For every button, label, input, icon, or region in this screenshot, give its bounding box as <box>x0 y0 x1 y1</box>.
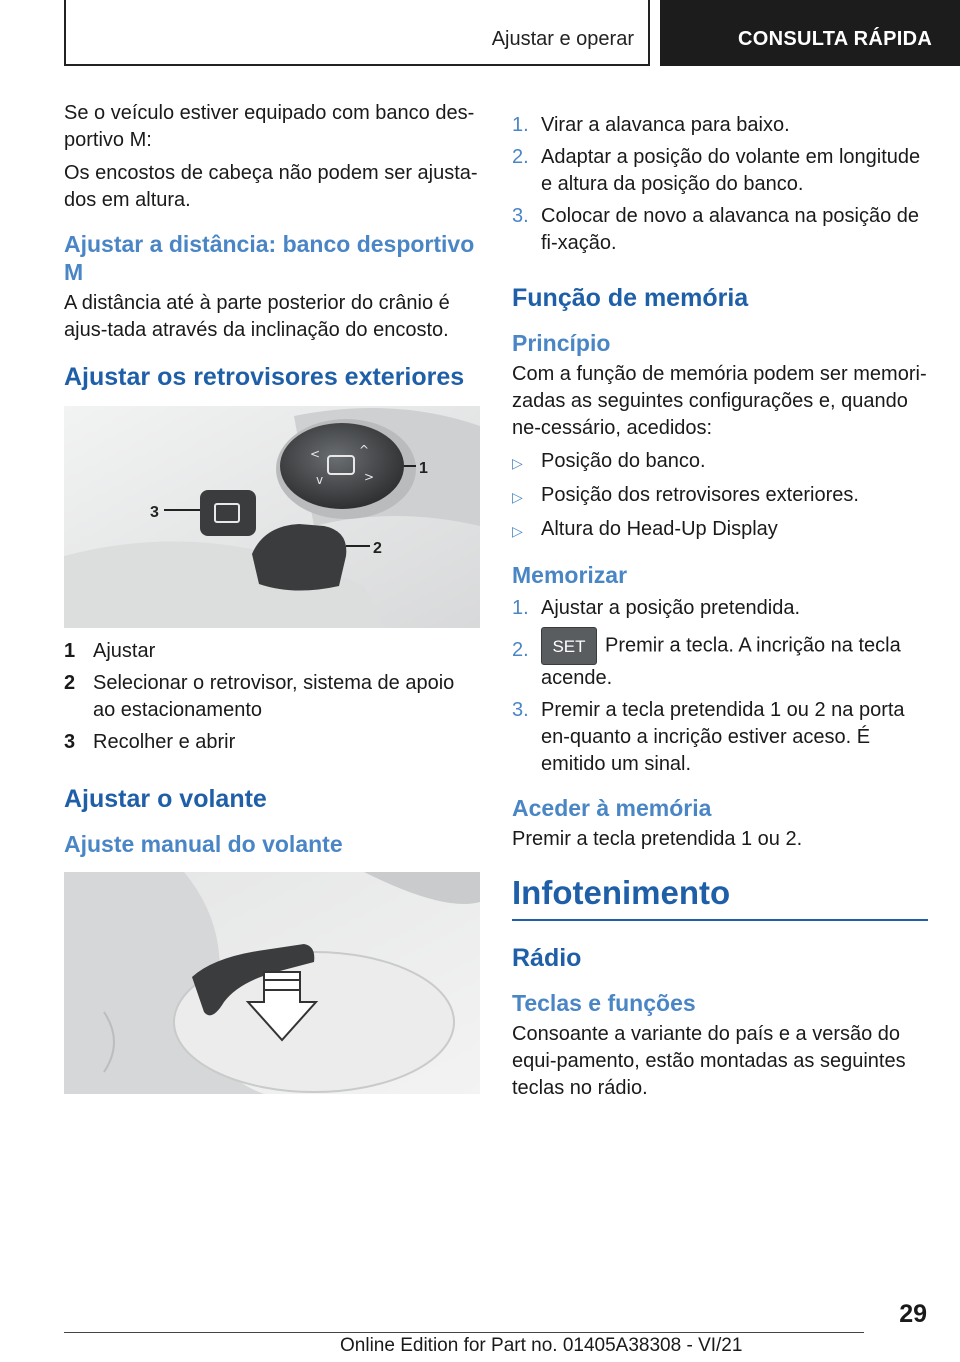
svg-text:v: v <box>316 473 324 487</box>
callout-2: 2 <box>373 540 382 557</box>
step-text: Ajustar a posição pretendida. <box>541 597 801 619</box>
list-item <box>512 448 928 477</box>
step-number: 1. <box>512 114 529 136</box>
list-item <box>512 112 928 139</box>
left-column <box>64 100 480 1104</box>
paragraph-keys: Consoante a variante do país e a versão do equi-pamento, estão montadas as seguintes teclas no rádio. <box>512 1023 906 1099</box>
store-steps <box>512 595 928 778</box>
list-item <box>512 482 928 511</box>
callout-3: 3 <box>150 504 159 521</box>
legend-item <box>64 638 480 665</box>
step-number: 2. <box>512 146 529 168</box>
heading-keys-functions: Teclas e funções <box>512 990 696 1016</box>
svg-text:>: > <box>364 470 375 484</box>
set-key-icon: SET <box>541 627 597 665</box>
mirror-controls-illustration <box>64 406 480 628</box>
step-text-body: Premir a tecla. A incrição na tecla acende. <box>541 634 901 689</box>
memory-bullets <box>512 448 928 545</box>
footer-divider <box>64 1332 864 1333</box>
list-item <box>512 144 928 198</box>
bullet-text: Posição dos retrovisores exteriores. <box>541 484 859 506</box>
legend-text: Ajustar <box>93 640 156 662</box>
paragraph-access: Premir a tecla pretendida 1 ou 2. <box>512 828 803 850</box>
bullet-text: Posição do banco. <box>541 450 706 472</box>
mirror-controls-drawing <box>64 406 480 628</box>
heading-access-memory: Aceder à memória <box>512 795 712 821</box>
heading-steering-wheel: Ajustar o volante <box>64 785 267 813</box>
bullet-text: Altura do Head-Up Display <box>541 518 778 540</box>
svg-text:^: ^ <box>359 443 370 457</box>
heading-store: Memorizar <box>512 562 628 588</box>
step-text: Virar a alavanca para baixo. <box>541 114 790 136</box>
footer-edition: Online Edition for Part no. 01405A38308 - VI/21 <box>340 1335 743 1356</box>
heading-exterior-mirrors: Ajustar os retrovisores exteriores <box>64 363 465 391</box>
header-chapter-title: CONSULTA RÁPIDA <box>738 28 933 50</box>
step-text: Adaptar a posição do volante em longitude e altura da posição do banco. <box>541 146 921 195</box>
legend-number: 1 <box>64 640 76 662</box>
list-item <box>512 627 928 692</box>
step-text: Premir a tecla pretendida 1 ou 2 na porta en-quanto a incrição estiver aceso. É emitido um sinal. <box>541 699 905 775</box>
legend-number: 3 <box>64 731 76 753</box>
step-number: 3. <box>512 699 529 721</box>
header-chapter-tab <box>660 0 960 66</box>
step-number: 1. <box>512 597 529 619</box>
header-section-title: Ajustar e operar <box>491 28 634 50</box>
heading-infotainment: Infotenimento <box>512 873 928 921</box>
header-section-frame <box>64 0 650 66</box>
callout-1: 1 <box>419 460 428 477</box>
heading-manual-steering: Ajuste manual do volante <box>64 831 343 857</box>
page-number: 29 <box>899 1300 927 1328</box>
heading-distance-sport-seat: Ajustar a distância: banco desportivo M <box>64 231 475 285</box>
heading-radio: Rádio <box>512 944 582 972</box>
svg-text:<: < <box>310 447 321 461</box>
heading-memory-function: Função de memória <box>512 284 749 312</box>
heading-principle: Princípio <box>512 330 611 356</box>
list-item <box>512 697 928 778</box>
list-item <box>512 203 928 257</box>
paragraph-principle: Com a função de memória podem ser memori-zadas as seguintes configurações e, quando ne-cessário, acedidos: <box>512 363 927 439</box>
legend-text: Selecionar o retrovisor, sistema de apoio ao estacionamento <box>93 672 455 721</box>
mirror-legend <box>64 638 480 756</box>
legend-item <box>64 729 480 756</box>
step-text <box>541 627 928 692</box>
paragraph-distance: A distância até à parte posterior do crânio é ajus-tada através da inclinação do encosto. <box>64 292 450 341</box>
step-text: Colocar de novo a alavanca na posição de fi-xação. <box>541 205 920 254</box>
step-number: 3. <box>512 205 529 227</box>
steering-lever-illustration <box>64 872 480 1094</box>
step-number: 2. <box>512 639 529 661</box>
steering-steps <box>512 112 928 257</box>
legend-number: 2 <box>64 672 76 694</box>
triangle-right-outline-icon: ▷ <box>512 523 523 539</box>
page-header <box>0 0 960 66</box>
paragraph-sport-seat: Se o veículo estiver equipado com banco des-portivo M: <box>64 102 475 151</box>
list-item <box>512 516 928 545</box>
list-item <box>512 595 928 622</box>
legend-text: Recolher e abrir <box>93 731 236 753</box>
steering-lever-drawing <box>64 872 480 1094</box>
triangle-right-outline-icon: ▷ <box>512 455 523 471</box>
right-column <box>512 100 928 1108</box>
paragraph-headrest: Os encostos de cabeça não podem ser ajusta-dos em altura. <box>64 162 478 211</box>
triangle-right-outline-icon: ▷ <box>512 489 523 505</box>
legend-item <box>64 670 480 724</box>
